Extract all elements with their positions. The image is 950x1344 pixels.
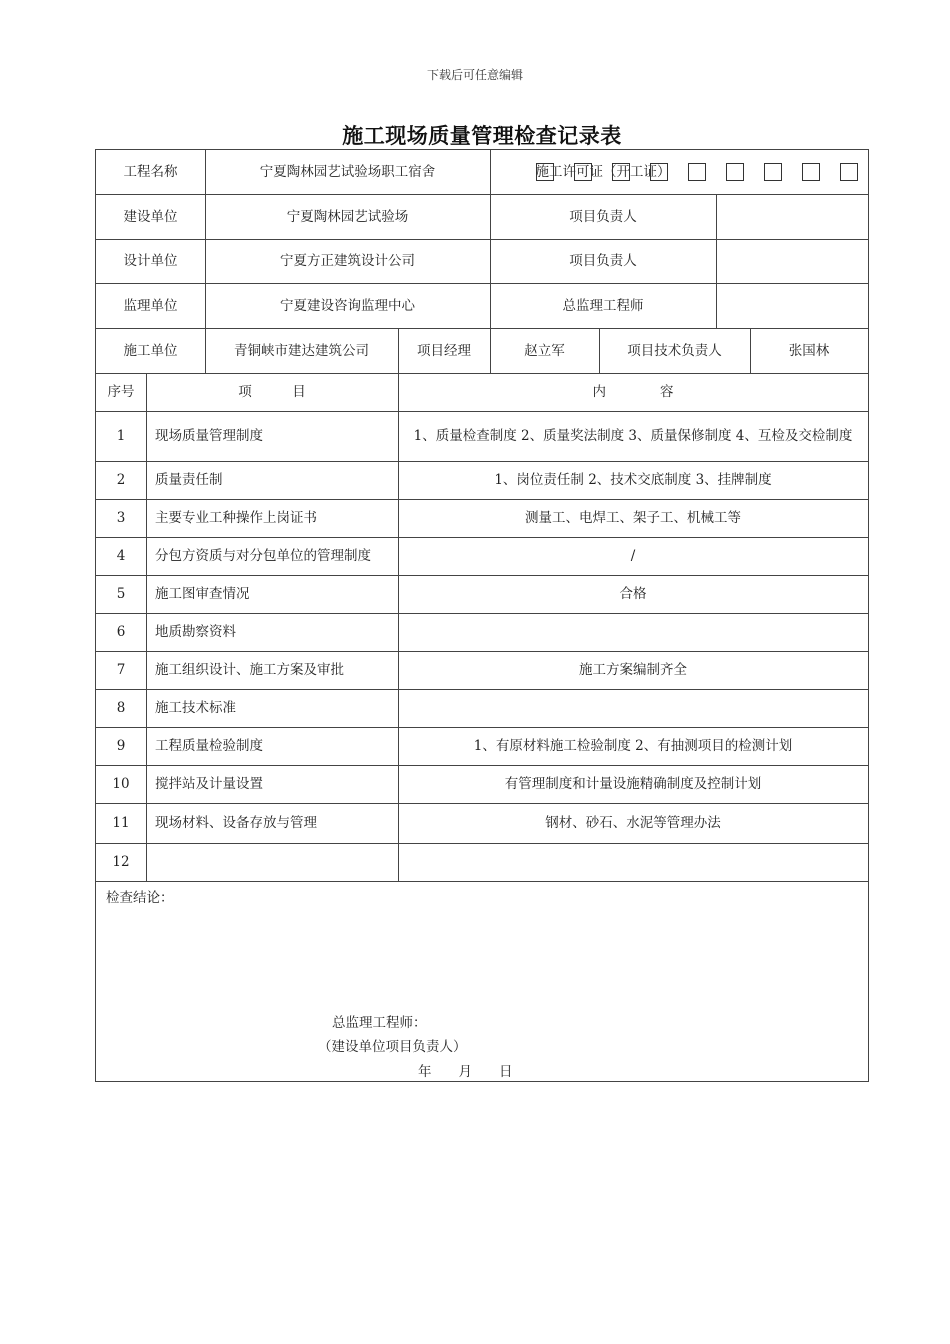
item-no: 1: [116, 428, 126, 444]
owner-lead-note: （建设单位项目负责人）: [318, 1039, 467, 1055]
contractor-label: 施工单位: [123, 342, 178, 359]
item-content: 有管理制度和计量设施精确制度及控制计划: [504, 776, 762, 792]
item-name: 现场质量管理制度: [155, 428, 263, 444]
item-content: 钢材、砂石、水泥等管理办法: [545, 815, 721, 831]
tech-lead-value: 张国林: [788, 342, 830, 359]
item-no: 11: [112, 815, 130, 831]
permit-digit-box: [536, 163, 554, 181]
item-name: 工程质量检验制度: [155, 738, 263, 754]
item-no: 3: [116, 510, 126, 526]
supervision-value: 宁夏建设咨询监理中心: [280, 297, 415, 314]
design-lead-label: 项目负责人: [569, 253, 637, 269]
permit-digit-box: [802, 163, 820, 181]
item-content: [398, 613, 868, 651]
project-name-value: 宁夏陶林园艺试验场职工宿舍: [259, 164, 436, 180]
owner-lead-label: 项目负责人: [569, 208, 637, 225]
signature-date: 年 月 日: [418, 1064, 513, 1080]
item-content: 1、质量检查制度 2、质量奖法制度 3、质量保修制度 4、互检及交检制度: [413, 428, 853, 444]
items-header-content: 内 容: [592, 384, 674, 400]
item-name: 分包方资质与对分包单位的管理制度: [155, 548, 371, 564]
permit-digit-box: [574, 163, 592, 181]
chief-supervisor-signature-label: 总监理工程师：: [332, 1015, 427, 1031]
permit-label: 施工许可证（开工证）: [535, 164, 671, 180]
owner-label: 建设单位: [123, 208, 178, 225]
item-name: [146, 843, 398, 881]
supervision-label: 监理单位: [123, 297, 178, 314]
item-name: 地质勘察资料: [155, 624, 236, 640]
item-content: 测量工、电焊工、架子工、机械工等: [525, 510, 741, 526]
design-lead-value: [716, 239, 868, 283]
owner-value: 宁夏陶林园艺试验场: [286, 208, 409, 225]
item-no: 6: [116, 624, 126, 640]
item-name: 施工组织设计、施工方案及审批: [155, 662, 344, 678]
item-name: 质量责任制: [155, 472, 223, 488]
permit-digit-box: [764, 163, 782, 181]
item-name: 主要专业工种操作上岗证书: [155, 510, 317, 526]
item-no: 2: [116, 472, 126, 488]
item-content: [398, 843, 868, 881]
conclusion-label: 检查结论：: [106, 890, 174, 906]
design-value: 宁夏方正建筑设计公司: [280, 253, 415, 269]
project-manager-label: 项目经理: [417, 342, 471, 359]
item-content: 1、岗位责任制 2、技术交底制度 3、挂牌制度: [494, 472, 772, 488]
permit-digit-box: [650, 163, 668, 181]
item-no: 7: [116, 662, 126, 678]
item-content: 施工方案编制齐全: [579, 662, 687, 678]
project-manager-value: 赵立军: [524, 342, 565, 359]
item-name: 现场材料、设备存放与管理: [155, 815, 317, 831]
chief-supervisor-label: 总监理工程师: [562, 297, 644, 314]
document-title: 施工现场质量管理检查记录表: [342, 123, 622, 148]
item-name: 施工图审查情况: [155, 586, 250, 602]
items-header-no: 序号: [107, 384, 135, 400]
quality-inspection-table: [95, 149, 869, 1082]
permit-digit-box: [612, 163, 630, 181]
item-name: 搅拌站及计量设置: [155, 776, 263, 792]
item-no: 10: [112, 776, 130, 792]
permit-digit-box: [688, 163, 706, 181]
page-header: 下载后可任意编辑: [426, 68, 523, 82]
item-content: 合格: [619, 586, 647, 602]
project-name-label: 工程名称: [123, 164, 178, 180]
item-no: 8: [116, 700, 126, 716]
row-divider: [96, 881, 868, 882]
item-content: 1、有原材料施工检验制度 2、有抽测项目的检测计划: [473, 738, 793, 754]
item-content: /: [630, 548, 636, 564]
item-no: 12: [112, 854, 130, 870]
tech-lead-label: 项目技术负责人: [627, 342, 722, 359]
item-content: [398, 689, 868, 727]
design-label: 设计单位: [123, 253, 178, 269]
permit-digit-box: [726, 163, 744, 181]
item-name: 施工技术标准: [155, 700, 236, 716]
items-header-item: 项 目: [238, 384, 306, 400]
permit-digit-box: [840, 163, 858, 181]
chief-supervisor-value: [716, 283, 868, 328]
item-no: 4: [116, 548, 126, 564]
owner-lead-value: [716, 194, 868, 239]
contractor-value: 青铜峡市建达建筑公司: [234, 342, 369, 359]
item-no: 9: [116, 738, 126, 754]
item-no: 5: [116, 586, 126, 602]
